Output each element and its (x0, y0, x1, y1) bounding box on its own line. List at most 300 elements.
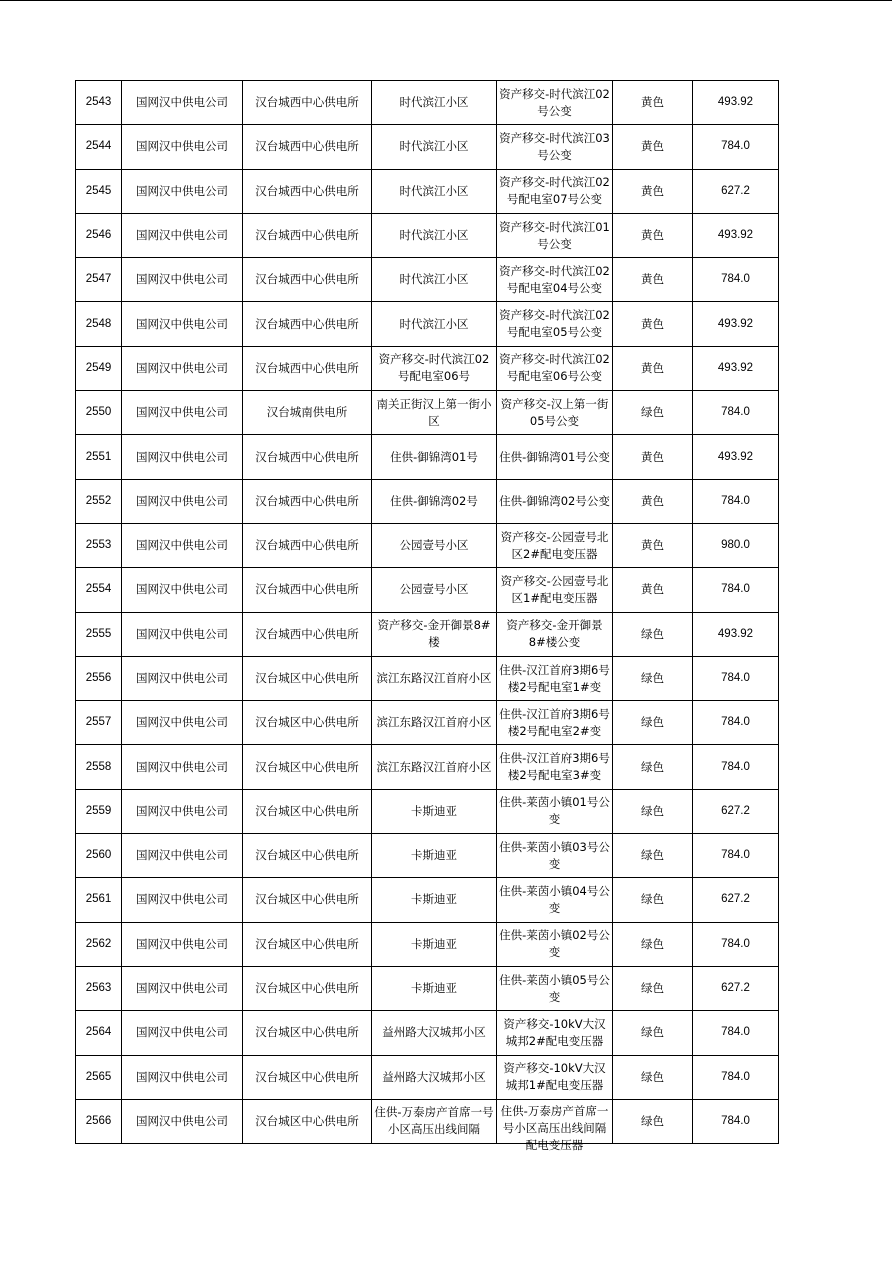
cell-station (243, 125, 372, 169)
cell-station-text: 汉台城区中心供电所 (255, 1069, 359, 1084)
cell-station (243, 789, 372, 833)
cell-station-text: 汉台城西中心供电所 (255, 183, 359, 198)
cell-company-text: 国网汉中供电公司 (136, 715, 228, 730)
cell-color (613, 169, 693, 213)
cell-area (372, 125, 497, 169)
cell-id (76, 834, 122, 878)
cell-company-text: 国网汉中供电公司 (136, 803, 228, 818)
cell-transformer-text: 资产移交-时代滨江03号公变 (499, 130, 610, 162)
cell-transformer-text: 住供-莱茵小镇01号公变 (499, 795, 610, 827)
table-row (76, 479, 779, 523)
cell-company (122, 701, 243, 745)
table-row (76, 966, 779, 1010)
cell-station (243, 213, 372, 257)
cell-id (76, 1055, 122, 1099)
cell-company (122, 1099, 243, 1143)
cell-area-text: 滨江东路汉江首府小区 (376, 715, 492, 730)
cell-id-text: 2548 (85, 317, 112, 330)
cell-value (693, 169, 779, 213)
table-row (76, 81, 779, 125)
cell-value-text: 627.2 (721, 804, 750, 817)
cell-area (372, 612, 497, 656)
cell-color (613, 435, 693, 479)
cell-color-text: 绿色 (641, 1069, 664, 1084)
cell-value (693, 523, 779, 567)
cell-color (613, 612, 693, 656)
cell-color-text: 绿色 (641, 981, 664, 996)
cell-company (122, 878, 243, 922)
cell-station-text: 汉台城西中心供电所 (255, 228, 359, 243)
cell-transformer (497, 701, 613, 745)
cell-color (613, 701, 693, 745)
cell-station-text: 汉台城区中心供电所 (255, 848, 359, 863)
cell-company-text: 国网汉中供电公司 (136, 848, 228, 863)
cell-area-text: 卡斯迪亚 (411, 848, 457, 863)
cell-id-text: 2560 (85, 849, 112, 862)
cell-company-text: 国网汉中供电公司 (136, 538, 228, 553)
cell-transformer (497, 302, 613, 346)
cell-color (613, 789, 693, 833)
cell-company (122, 258, 243, 302)
cell-transformer (497, 169, 613, 213)
cell-area-text: 时代滨江小区 (399, 228, 469, 243)
cell-id (76, 568, 122, 612)
cell-transformer (497, 479, 613, 523)
cell-station (243, 391, 372, 435)
cell-company-text: 国网汉中供电公司 (136, 360, 228, 375)
cell-color-text: 黄色 (641, 449, 664, 464)
cell-id (76, 258, 122, 302)
cell-company-text: 国网汉中供电公司 (136, 183, 228, 198)
cell-company (122, 125, 243, 169)
cell-value-text: 784.0 (721, 937, 750, 950)
cell-area-text: 卡斯迪亚 (411, 981, 457, 996)
cell-company (122, 479, 243, 523)
cell-transformer (497, 391, 613, 435)
cell-id-text: 2556 (85, 672, 112, 684)
cell-station-text: 汉台城西中心供电所 (255, 582, 359, 597)
cell-color (613, 966, 693, 1010)
cell-id (76, 435, 122, 479)
cell-value-text: 784.0 (721, 273, 750, 286)
cell-id (76, 302, 122, 346)
table-row (76, 523, 779, 567)
cell-transformer-text: 住供-万泰房产首席一号小区高压出线间隔配电变压器 (500, 1104, 609, 1153)
table-row (76, 169, 779, 213)
cell-station (243, 258, 372, 302)
cell-company (122, 789, 243, 833)
cell-station (243, 81, 372, 125)
cell-station-text: 汉台城区中心供电所 (255, 1025, 359, 1040)
cell-company-text: 国网汉中供电公司 (136, 95, 228, 110)
cell-color (613, 1099, 693, 1143)
cell-value-text: 784.0 (721, 1070, 750, 1083)
cell-value (693, 1011, 779, 1055)
cell-station-text: 汉台城西中心供电所 (255, 316, 359, 331)
cell-id (76, 213, 122, 257)
cell-transformer-text: 资产移交-10kV大汉城邦1#配电变压器 (503, 1061, 606, 1093)
cell-station-text: 汉台城区中心供电所 (255, 1113, 359, 1128)
cell-color (613, 213, 693, 257)
cell-value-text: 627.2 (721, 184, 750, 197)
cell-area-text: 资产移交-时代滨江02号配电室06号 (378, 352, 490, 384)
cell-color-text: 绿色 (641, 626, 664, 641)
cell-color-text: 绿色 (641, 671, 664, 685)
cell-color-text: 黄色 (641, 272, 664, 287)
cell-station (243, 523, 372, 567)
cell-color-text: 黄色 (641, 538, 664, 553)
cell-area-text: 卡斯迪亚 (411, 803, 457, 818)
cell-company (122, 1055, 243, 1099)
cell-color-text: 黄色 (641, 228, 664, 243)
cell-area (372, 435, 497, 479)
cell-id-text: 2554 (85, 583, 112, 596)
cell-area-text: 滨江东路汉江首府小区 (376, 759, 492, 774)
table-row (76, 125, 779, 169)
cell-area (372, 346, 497, 390)
cell-id-text: 2557 (85, 716, 112, 729)
cell-company-text: 国网汉中供电公司 (136, 228, 228, 243)
cell-station-text: 汉台城西中心供电所 (255, 360, 359, 375)
cell-value (693, 878, 779, 922)
cell-id (76, 391, 122, 435)
cell-station (243, 878, 372, 922)
cell-transformer-text: 住供-汉江首府3期6号楼2号配电室1#变 (499, 662, 610, 694)
cell-area (372, 258, 497, 302)
cell-station (243, 966, 372, 1010)
cell-company-text: 国网汉中供电公司 (136, 671, 228, 685)
cell-area (372, 479, 497, 523)
cell-area-text: 公园壹号小区 (399, 538, 469, 553)
cell-id (76, 656, 122, 700)
cell-company (122, 523, 243, 567)
cell-company (122, 391, 243, 435)
cell-transformer (497, 258, 613, 302)
cell-area-text: 卡斯迪亚 (411, 936, 457, 951)
cell-value (693, 568, 779, 612)
cell-id-text: 2549 (85, 361, 112, 374)
cell-color-text: 黄色 (641, 95, 664, 110)
cell-company (122, 1011, 243, 1055)
cell-id (76, 612, 122, 656)
cell-station (243, 1011, 372, 1055)
cell-area-text: 卡斯迪亚 (411, 892, 457, 907)
cell-station-text: 汉台城西中心供电所 (255, 449, 359, 464)
cell-value-text: 493.92 (717, 317, 754, 330)
cell-station (243, 302, 372, 346)
cell-value-text: 493.92 (717, 361, 754, 374)
cell-company-text: 国网汉中供电公司 (136, 139, 228, 154)
cell-company-text: 国网汉中供电公司 (136, 936, 228, 951)
cell-id-text: 2544 (85, 140, 112, 153)
cell-station-text: 汉台城西中心供电所 (255, 626, 359, 641)
cell-color (613, 523, 693, 567)
cell-value-text: 784.0 (721, 760, 750, 773)
cell-transformer (497, 966, 613, 1010)
cell-company (122, 922, 243, 966)
cell-station-text: 汉台城区中心供电所 (255, 936, 359, 951)
table-row (76, 258, 779, 302)
cell-color-text: 绿色 (641, 715, 664, 730)
cell-id (76, 125, 122, 169)
cell-transformer-text: 资产移交-时代滨江01号公变 (499, 219, 610, 251)
table-row (76, 834, 779, 878)
cell-id (76, 169, 122, 213)
cell-id (76, 966, 122, 1010)
cell-value (693, 125, 779, 169)
cell-station-text: 汉台城区中心供电所 (255, 803, 359, 818)
cell-area-text: 时代滨江小区 (399, 272, 469, 287)
cell-transformer-text: 住供-莱茵小镇05号公变 (499, 972, 610, 1004)
cell-station (243, 612, 372, 656)
cell-color (613, 302, 693, 346)
cell-station-text: 汉台城南供电所 (266, 405, 348, 420)
cell-value-text: 784.0 (721, 672, 750, 684)
cell-transformer-text: 住供-御锦湾01号公变 (499, 449, 610, 464)
cell-transformer (497, 1011, 613, 1055)
cell-company (122, 435, 243, 479)
cell-area (372, 745, 497, 789)
cell-company-text: 国网汉中供电公司 (136, 626, 228, 641)
cell-id-text: 2546 (85, 229, 112, 242)
cell-transformer (497, 1055, 613, 1099)
cell-color-text: 黄色 (641, 183, 664, 198)
cell-station (243, 656, 372, 700)
table-row (76, 346, 779, 390)
cell-value (693, 1099, 779, 1143)
data-table (75, 80, 779, 1153)
cell-transformer-text: 资产移交-公园壹号北区1#配电变压器 (500, 573, 609, 605)
cell-value (693, 258, 779, 302)
cell-id-text: 2547 (85, 273, 112, 286)
cell-value (693, 346, 779, 390)
cell-value-text: 784.0 (721, 140, 750, 153)
table-row (76, 391, 779, 435)
cell-value-text: 493.92 (717, 627, 754, 640)
cell-area (372, 834, 497, 878)
cell-transformer-text: 住供-莱茵小镇03号公变 (499, 839, 610, 871)
table-row (76, 789, 779, 833)
cell-color (613, 81, 693, 125)
table-row (76, 745, 779, 789)
cell-company (122, 612, 243, 656)
table-row (76, 1055, 779, 1099)
cell-area-text: 时代滨江小区 (399, 316, 469, 331)
cell-area (372, 523, 497, 567)
cell-color-text: 绿色 (641, 936, 664, 951)
cell-area-text: 时代滨江小区 (399, 183, 469, 198)
cell-transformer-text: 住供-莱茵小镇02号公变 (499, 928, 610, 960)
cell-transformer (497, 346, 613, 390)
cell-station-text: 汉台城区中心供电所 (255, 759, 359, 774)
cell-station (243, 435, 372, 479)
cell-area-text: 时代滨江小区 (399, 139, 469, 154)
cell-value-text: 784.0 (721, 1026, 750, 1039)
cell-color-text: 黄色 (641, 316, 664, 331)
cell-value (693, 966, 779, 1010)
cell-area (372, 1055, 497, 1099)
cell-transformer-text: 住供-御锦湾02号公变 (499, 493, 610, 508)
cell-company (122, 81, 243, 125)
cell-station (243, 479, 372, 523)
cell-station (243, 834, 372, 878)
cell-station-text: 汉台城西中心供电所 (255, 493, 359, 508)
table-row (76, 656, 779, 700)
cell-transformer (497, 612, 613, 656)
cell-color (613, 125, 693, 169)
cell-transformer (497, 789, 613, 833)
cell-company-text: 国网汉中供电公司 (136, 582, 228, 597)
table-row (76, 435, 779, 479)
cell-company (122, 568, 243, 612)
cell-transformer-text: 资产移交-汉上第一街05号公变 (500, 396, 609, 428)
cell-area (372, 656, 497, 700)
cell-id-text: 2558 (85, 760, 112, 773)
cell-id-text: 2562 (85, 937, 112, 950)
cell-company-text: 国网汉中供电公司 (136, 449, 228, 464)
table-row (76, 878, 779, 922)
cell-area (372, 213, 497, 257)
cell-area (372, 1099, 497, 1143)
cell-id (76, 346, 122, 390)
cell-transformer (497, 745, 613, 789)
cell-station (243, 1055, 372, 1099)
cell-color-text: 绿色 (641, 848, 664, 863)
table-body (76, 81, 779, 1153)
cell-company-text: 国网汉中供电公司 (136, 892, 228, 907)
cell-value-text: 493.92 (717, 450, 754, 463)
cell-id (76, 479, 122, 523)
cell-value-text: 980.0 (721, 539, 750, 552)
cell-id (76, 745, 122, 789)
cell-color (613, 1055, 693, 1099)
cell-station-text: 汉台城区中心供电所 (255, 671, 359, 685)
cell-transformer-text: 住供-汉江首府3期6号楼2号配电室3#变 (499, 751, 610, 783)
cell-company-text: 国网汉中供电公司 (136, 981, 228, 996)
cell-area (372, 302, 497, 346)
cell-id (76, 701, 122, 745)
cell-color (613, 1011, 693, 1055)
cell-area-text: 南关正街汉上第一街小区 (376, 396, 492, 428)
cell-value-text: 493.92 (717, 229, 754, 242)
cell-company-text: 国网汉中供电公司 (136, 1069, 228, 1084)
cell-station-text: 汉台城西中心供电所 (255, 139, 359, 154)
cell-value (693, 391, 779, 435)
cell-area (372, 922, 497, 966)
page-top-border (0, 0, 892, 1)
cell-area (372, 789, 497, 833)
table-row (76, 701, 779, 745)
cell-transformer-text: 资产移交-时代滨江02号配电室04号公变 (499, 263, 610, 295)
cell-station-text: 汉台城区中心供电所 (255, 981, 359, 996)
cell-value-text: 784.0 (721, 716, 750, 729)
cell-id (76, 1099, 122, 1143)
cell-id-text: 2543 (85, 96, 112, 109)
cell-station (243, 346, 372, 390)
cell-transformer-text: 资产移交-10kV大汉城邦2#配电变压器 (503, 1016, 606, 1048)
cell-value (693, 81, 779, 125)
cell-value (693, 213, 779, 257)
cell-company-text: 国网汉中供电公司 (136, 405, 228, 420)
cell-value (693, 1055, 779, 1099)
cell-transformer (497, 213, 613, 257)
cell-area (372, 701, 497, 745)
cell-color (613, 479, 693, 523)
cell-value (693, 701, 779, 745)
cell-company-text: 国网汉中供电公司 (136, 493, 228, 508)
cell-value-text: 784.0 (721, 849, 750, 862)
cell-color-text: 绿色 (641, 1025, 664, 1040)
cell-transformer (497, 125, 613, 169)
cell-transformer-text: 资产移交-金开御景8#楼公变 (506, 618, 603, 650)
cell-area-text: 益州路大汉城邦小区 (382, 1025, 486, 1040)
cell-transformer (497, 1099, 613, 1153)
cell-company (122, 213, 243, 257)
cell-id-text: 2563 (85, 982, 112, 995)
table-row (76, 568, 779, 612)
cell-transformer (497, 656, 613, 700)
cell-transformer-text: 资产移交-公园壹号北区2#配电变压器 (500, 529, 609, 561)
cell-area (372, 1011, 497, 1055)
table-row (76, 612, 779, 656)
cell-id-text: 2565 (85, 1070, 112, 1083)
cell-station-text: 汉台城西中心供电所 (255, 272, 359, 287)
cell-transformer (497, 568, 613, 612)
cell-transformer-text: 资产移交-时代滨江02号配电室05号公变 (499, 308, 610, 340)
cell-transformer (497, 834, 613, 878)
cell-transformer-text: 住供-莱茵小镇04号公变 (499, 883, 610, 915)
cell-station (243, 1099, 372, 1143)
cell-id-text: 2553 (85, 539, 112, 552)
cell-transformer (497, 81, 613, 125)
cell-station (243, 701, 372, 745)
cell-value (693, 479, 779, 523)
cell-id-text: 2559 (85, 804, 112, 817)
cell-value-text: 784.0 (721, 406, 750, 419)
cell-id-text: 2555 (85, 627, 112, 640)
table-row (76, 1099, 779, 1143)
cell-value-text: 784.0 (721, 1114, 750, 1127)
cell-value (693, 302, 779, 346)
cell-area-text: 公园壹号小区 (399, 582, 469, 597)
cell-value (693, 435, 779, 479)
cell-company (122, 302, 243, 346)
table-row (76, 302, 779, 346)
cell-company-text: 国网汉中供电公司 (136, 1025, 228, 1040)
table-row (76, 1011, 779, 1055)
cell-value-text: 627.2 (721, 893, 750, 906)
cell-value-text: 784.0 (721, 494, 750, 507)
cell-value (693, 656, 779, 700)
cell-transformer-text: 资产移交-时代滨江02号公变 (499, 86, 610, 118)
cell-area-text: 益州路大汉城邦小区 (382, 1069, 486, 1084)
cell-color (613, 346, 693, 390)
cell-id-text: 2564 (85, 1026, 112, 1039)
cell-value (693, 789, 779, 833)
cell-transformer (497, 435, 613, 479)
cell-company (122, 745, 243, 789)
cell-color-text: 绿色 (641, 405, 664, 420)
cell-area-text: 住供-御锦湾01号 (390, 449, 478, 464)
table-row (76, 213, 779, 257)
cell-id-text: 2550 (85, 406, 112, 419)
cell-id (76, 789, 122, 833)
cell-station (243, 922, 372, 966)
cell-area-text: 住供-御锦湾02号 (390, 493, 478, 508)
cell-color-text: 绿色 (641, 803, 664, 818)
cell-area-text: 资产移交-金开御景8#楼 (377, 618, 491, 650)
cell-value (693, 745, 779, 789)
